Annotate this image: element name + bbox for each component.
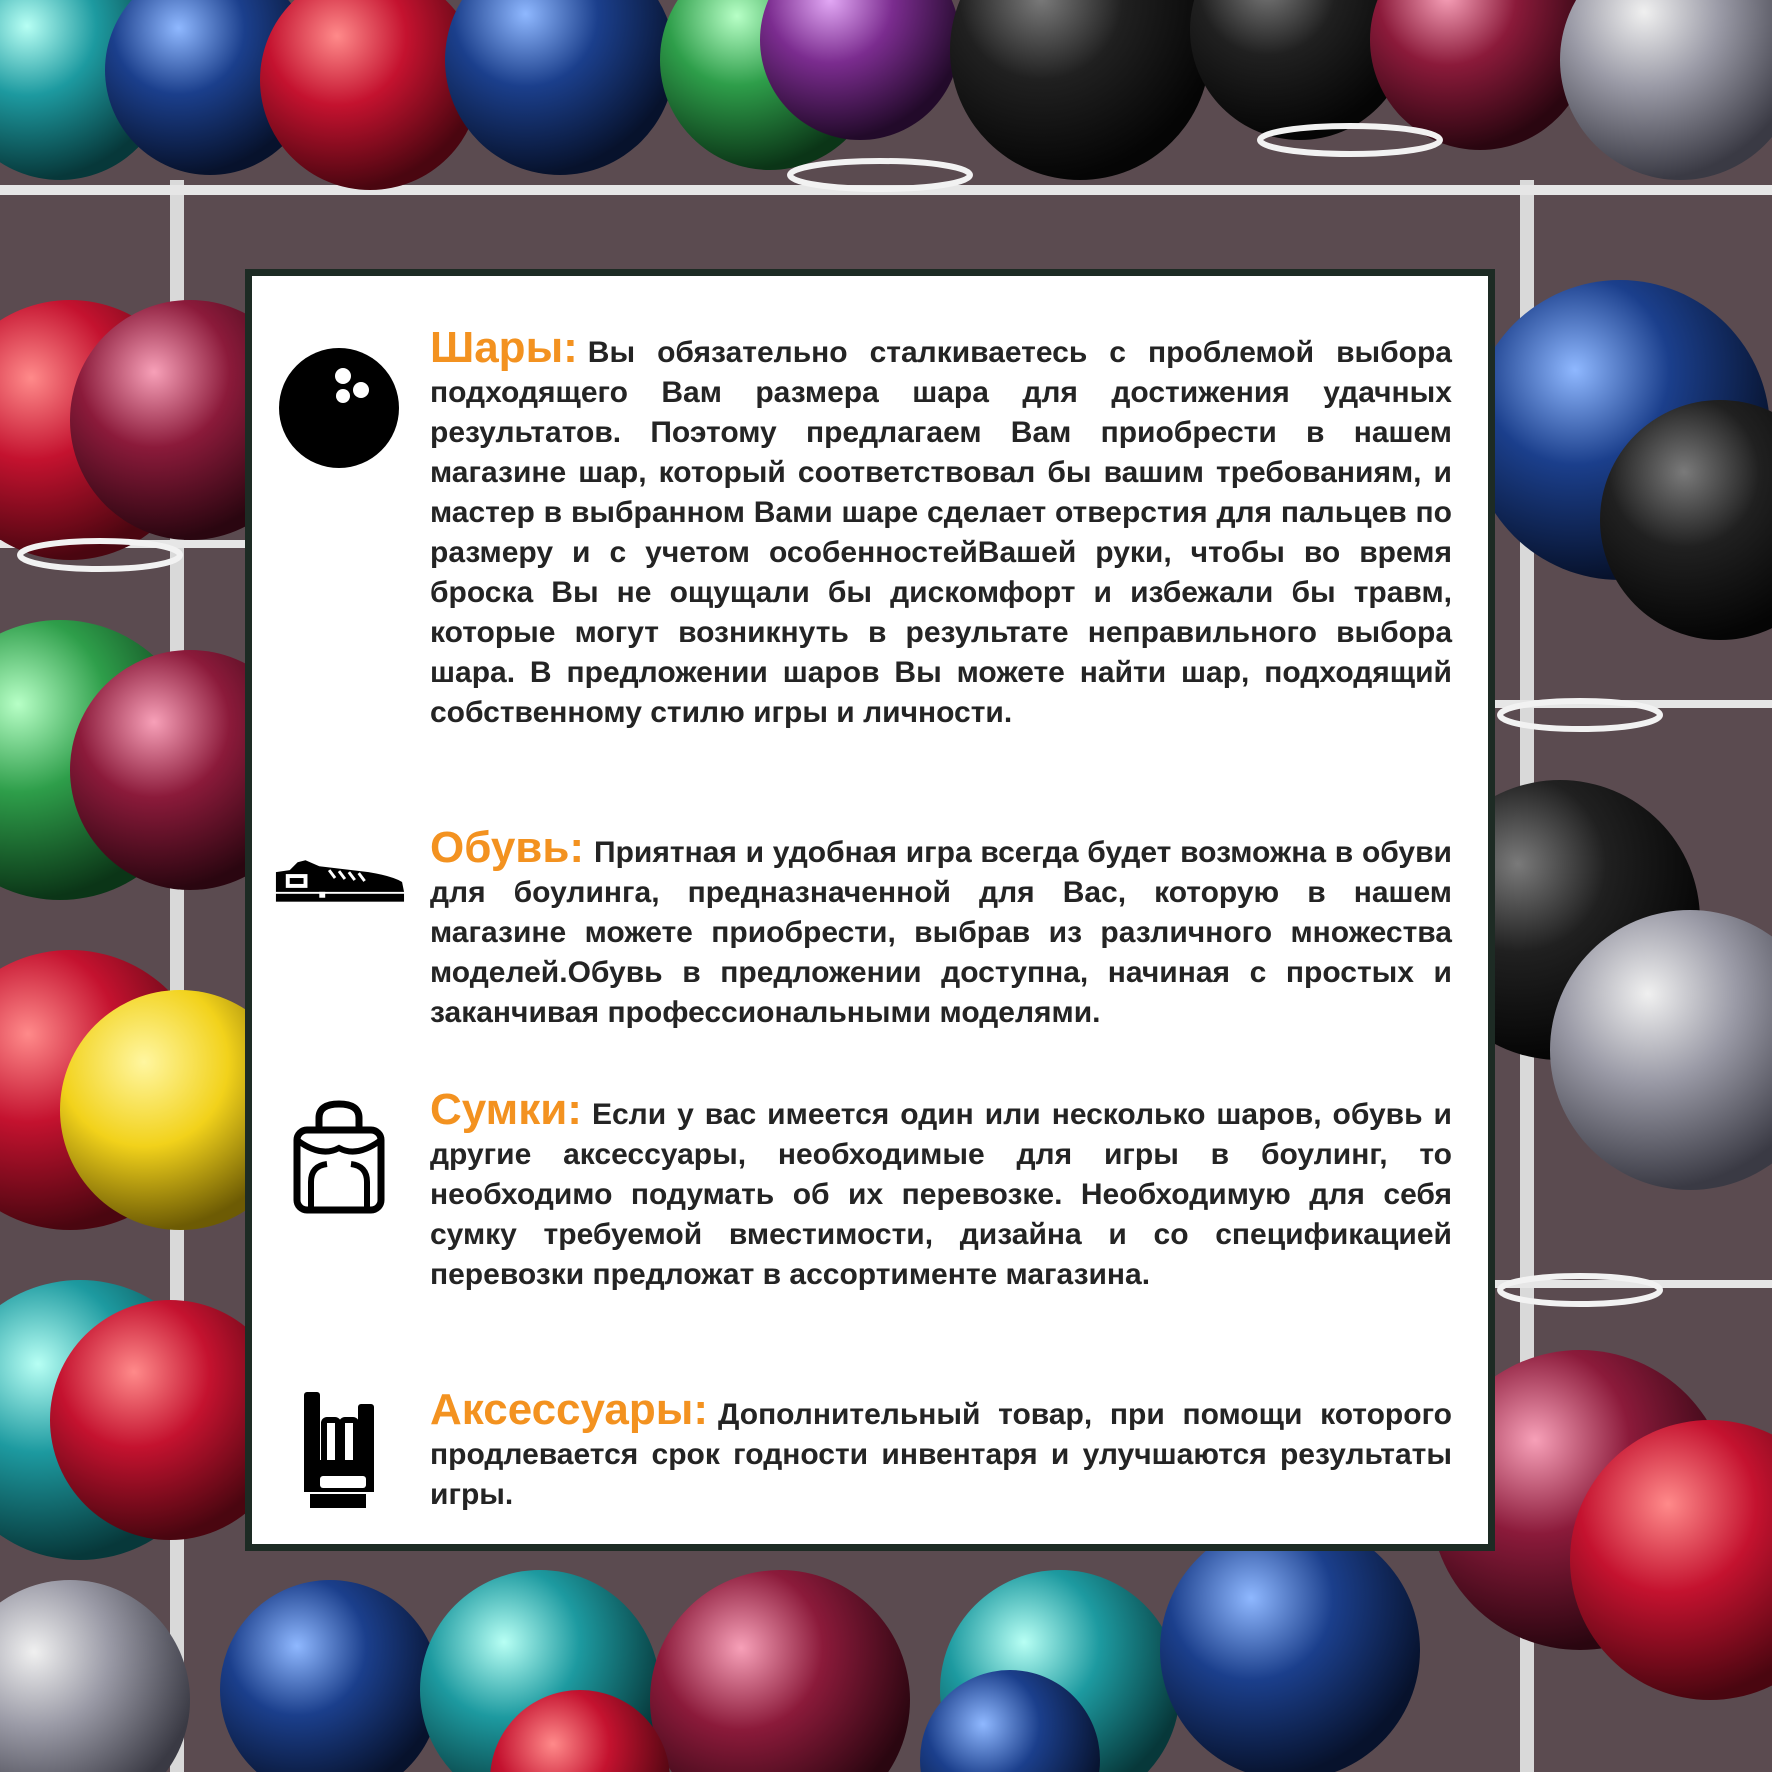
bags-text [430, 1085, 1452, 1295]
balls-heading: Шары: [430, 323, 578, 372]
bags-heading: Сумки: [430, 1085, 582, 1134]
shoes-heading: Обувь: [430, 823, 585, 872]
hand-grip-icon [272, 1390, 406, 1510]
info-panel [245, 269, 1495, 1551]
balls-body: Вы обязательно сталкиваетесь с проблемой выбора подходящего Вам размера шара для достижения удачных результатов. Поэтому предлагаем Вам приобрести в нашем магазине шар, который соответствовал бы вашим требованиям, и мастер в выбранном Вами шаре сделает отверстия для пальцев по размеру и с учетом особенностейВашей руки, чтобы во время броска Вы не ощущали бы дискомфорт и избежали бы травм, которые могут возникнуть в результате неправильного выбора шара. В предложении шаров Вы можете найти шар, подходящий собственному стилю игры и личности. [430, 336, 1452, 729]
bowling-bag-icon [272, 1100, 406, 1216]
accessories-text [430, 1385, 1452, 1515]
accessories-body: Дополнительный товар, при помощи которого продлевается срок годности инвентаря и улучшаются результаты игры. [430, 1398, 1452, 1511]
bowling-shoe-icon [272, 848, 406, 912]
shoes-text [430, 823, 1452, 1033]
bowling-ball-icon [272, 346, 406, 470]
shoes-body: Приятная и удобная игра всегда будет возможна в обуви для боулинга, предназначенной для Вас, которую в нашем магазине можете приобрести, выбрав из различного множества моделей.Обувь в предложении доступна, начиная с простых и заканчивая профессиональными моделями. [430, 836, 1452, 1029]
balls-text [430, 323, 1452, 733]
accessories-heading: Аксессуары: [430, 1385, 708, 1434]
bags-body: Если у вас имеется один или несколько шаров, обувь и другие аксессуары, необходимые для игры в боулинг, то необходимо подумать об их перевозке. Необходимую для себя сумку требуемой вместимости, дизайна и со спецификацией перевозки предложат в ассортименте магазина. [430, 1098, 1452, 1291]
